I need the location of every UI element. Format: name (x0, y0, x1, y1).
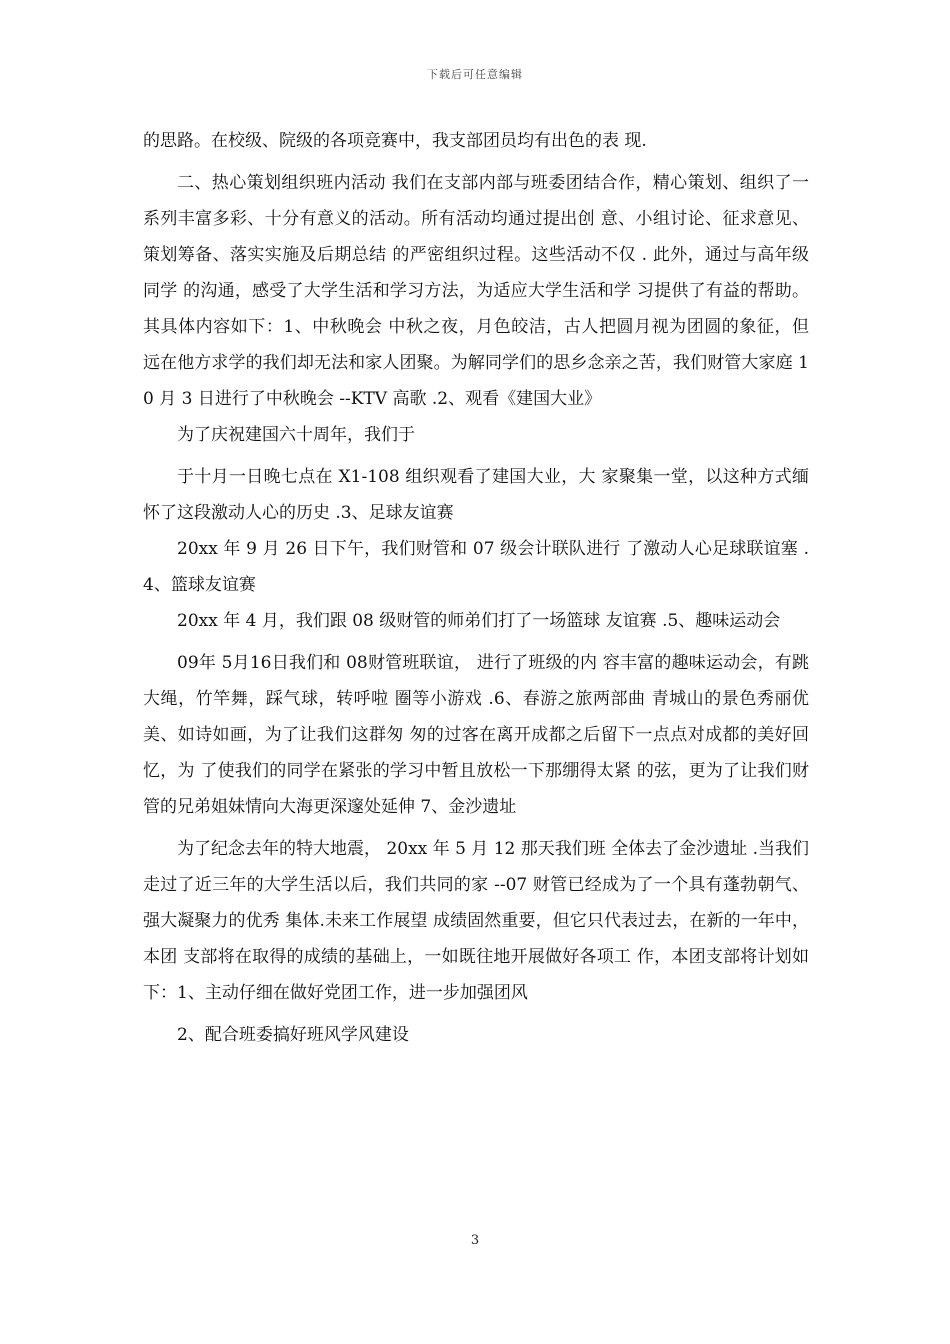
paragraph-7: 09年 5月16日我们和 08财管班联谊， 进行了班级的内 容丰富的趣味运动会，有跳大绳，竹竿舞，踩气球，转呼啦 圈等小游戏 .6、春游之旅两部曲 青城山的景色秀丽优美、如诗如画，为了让我们这群匆 匆的过客在离开成都之后留下一点点对成都的美好回忆，为 了使我们的同学在紧张的学习中暂且放松一下那绷得太紧 的弦，更为了让我们财管的兄弟姐妹情向大海更深邃处延伸 7、金沙遗址 (143, 653, 809, 817)
paragraph-8: 为了纪念去年的特大地震， 20xx 年 5 月 12 那天我们班 全体去了金沙遗址 .当我们走过了近三年的大学生活以后，我们共同的家 --07 财管已经成为了一个具有蓬勃朝气、 强大凝聚力的优秀 集体.未来工作展望 成绩固然重要，但它只代表过去，在新的一年中，本团 支部将在取得的成绩的基础上，一如既往地开展做好各项工 作，本团支部将计划如下：1、主动仔细在做好党团工作，进一步加强团风 (143, 839, 809, 1003)
paragraph-5: 20xx 年 9 月 26 日下午，我们财管和 07 级会计联队进行 了激动人心足球联谊塞 .4、篮球友谊赛 (143, 539, 809, 595)
paragraph-2: 二、热心策划组织班内活动 我们在支部内部与班委团结合作，精心策划、组织了一 系列丰富多彩、十分有意义的活动。所有活动均通过提出创 意、小组讨论、征求意见、策划筹备、落实实施及后期总结 的严密组织过程。这些活动不仅 . 此外，通过与高年级同学 的沟通，感受了大学生活和学习方法，为适应大学生活和学 习提供了有益的帮助。其具体内容如下：1、中秋晚会 中秋之夜，月色皎洁，古人把圆月视为团圆的象征，但 远在他方求学的我们却无法和家人团聚。为解同学们的思乡念亲之苦，我们财管大家庭 10 月 3 日进行了中秋晚会 --KTV 高歌 .2、观看《建国大业》 (143, 173, 809, 409)
page-header: 下载后可任意编辑 (427, 68, 523, 81)
document-body (143, 123, 809, 1053)
paragraph-6: 20xx 年 4 月，我们跟 08 级财管的师弟们打了一场篮球 友谊赛 .5、趣味运动会 (177, 611, 781, 631)
paragraph-4: 于十月一日晚七点在 X1-108 组织观看了建国大业，大 家聚集一堂，以这种方式缅怀了这段激动人心的历史 .3、足球友谊赛 (143, 467, 809, 523)
paragraph-3: 为了庆祝建国六十周年，我们于 (177, 425, 415, 445)
page-number: 3 (470, 1233, 480, 1248)
paragraph-9: 2、配合班委搞好班风学风建设 (177, 1025, 409, 1045)
paragraph-1: 的思路。在校级、院级的各项竞赛中，我支部团员均有出色的表 现. (143, 131, 647, 151)
